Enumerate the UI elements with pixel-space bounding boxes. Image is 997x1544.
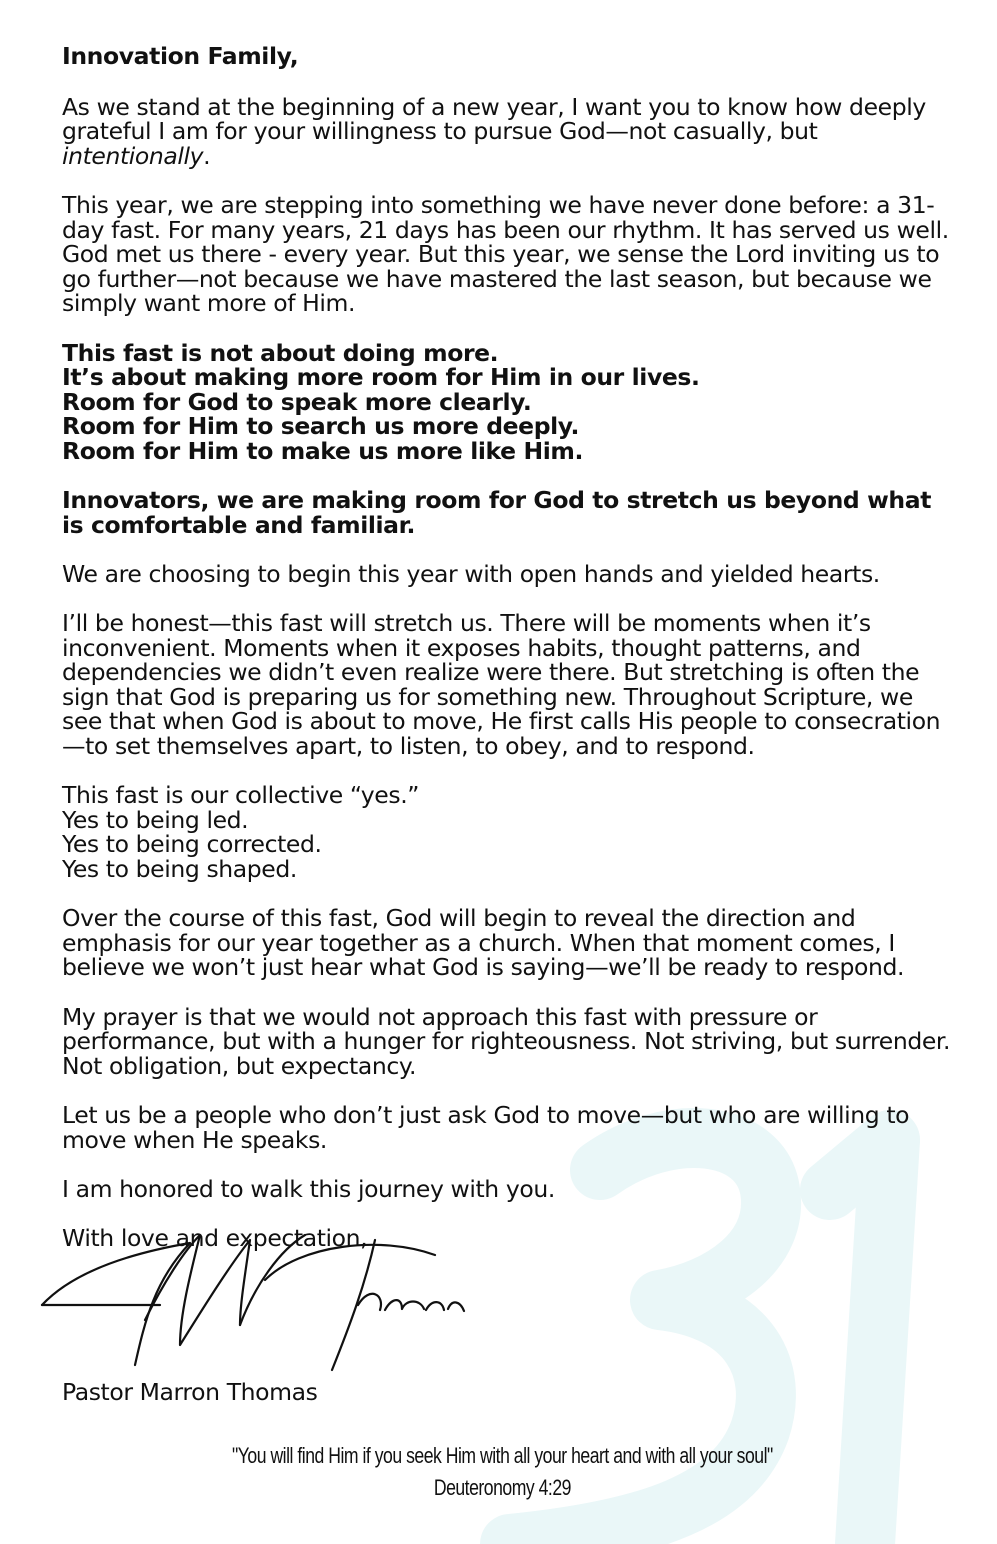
verse-quote: "You will find Him if you seek Him with all your heart and with all your soul" — [232, 1443, 773, 1468]
signature-image — [40, 1225, 470, 1375]
paragraph-direction: Over the course of this fast, God will begin to reveal the direction and emphasis for our year together as a church. When that moment comes, I believe we won’t just hear what God is saying—we’ll be ready to respond. — [62, 904, 905, 982]
bold-line: Room for Him to search us more deeply. — [62, 412, 580, 441]
bold-line: It’s about making more room for Him in our lives. — [62, 363, 700, 392]
bold-statement-block — [62, 338, 952, 465]
yes-line: Yes to being shaped. — [62, 855, 297, 883]
paragraph-move: Let us be a people who don’t just ask God to move—but who are willing to move when He speaks. — [62, 1100, 910, 1154]
paragraph-honored: I am honored to walk this journey with you. — [62, 1174, 555, 1203]
bold-line: Room for Him to make us more like Him. — [62, 436, 584, 465]
bold-line: This fast is not about doing more. — [62, 338, 499, 367]
emphasis-word: intentionally — [62, 141, 204, 170]
bold-line: Room for God to speak more clearly. — [62, 387, 532, 416]
paragraph-intro-end: . — [203, 141, 211, 170]
closing-line: With love and expectation, — [62, 1223, 368, 1252]
paragraph-31-day-fast: This year, we are stepping into something we have never done before: a 31-day fast. For many years, 21 days has been our rhythm. It has served us well. God met us there - every year. But this year, we sense the Lord inviting us to go further—not because we have mastered the last season, but because we simply want more of Him. — [62, 190, 949, 318]
yes-line: Yes to being led. — [62, 805, 249, 834]
paragraph-prayer: My prayer is that we would not approach this fast with pressure or performance, but with a hunger for righteousness. Not striving, but surrender. Not obligation, but expectancy. — [62, 1002, 951, 1080]
paragraph-open-hands: We are choosing to begin this year with open hands and yielded hearts. — [62, 559, 880, 588]
letter-body — [62, 44, 952, 1275]
yes-line: This fast is our collective “yes.” — [62, 781, 420, 810]
signer-name: Pastor Marron Thomas — [62, 1378, 318, 1406]
verse-reference: Deuteronomy 4:29 — [433, 1475, 571, 1500]
bold-paragraph-innovators: Innovators, we are making room for God to stretch us beyond what is comfortable and familiar. — [62, 486, 932, 539]
yes-block — [62, 783, 952, 881]
paragraph-intro-text: As we stand at the beginning of a new year, I want you to know how deeply grateful I am for your willingness to pursue God—not casually, but — [62, 92, 926, 146]
greeting: Innovation Family, — [62, 42, 299, 70]
scripture-verse — [104, 1440, 902, 1504]
paragraph-stretch: I’ll be honest—this fast will stretch us. There will be moments when it’s inconvenient. Moments when it exposes habits, thought patterns, and dependencies we didn’t even realize were there. But stretching is often the sign that God is preparing us for something new. Throughout Scripture, we see that when God is about to move, He first calls His people to consecration—to set themselves apart, to listen, to obey, and to respond. — [62, 609, 941, 761]
yes-line: Yes to being corrected. — [62, 830, 322, 859]
paragraph-intro — [62, 92, 952, 170]
